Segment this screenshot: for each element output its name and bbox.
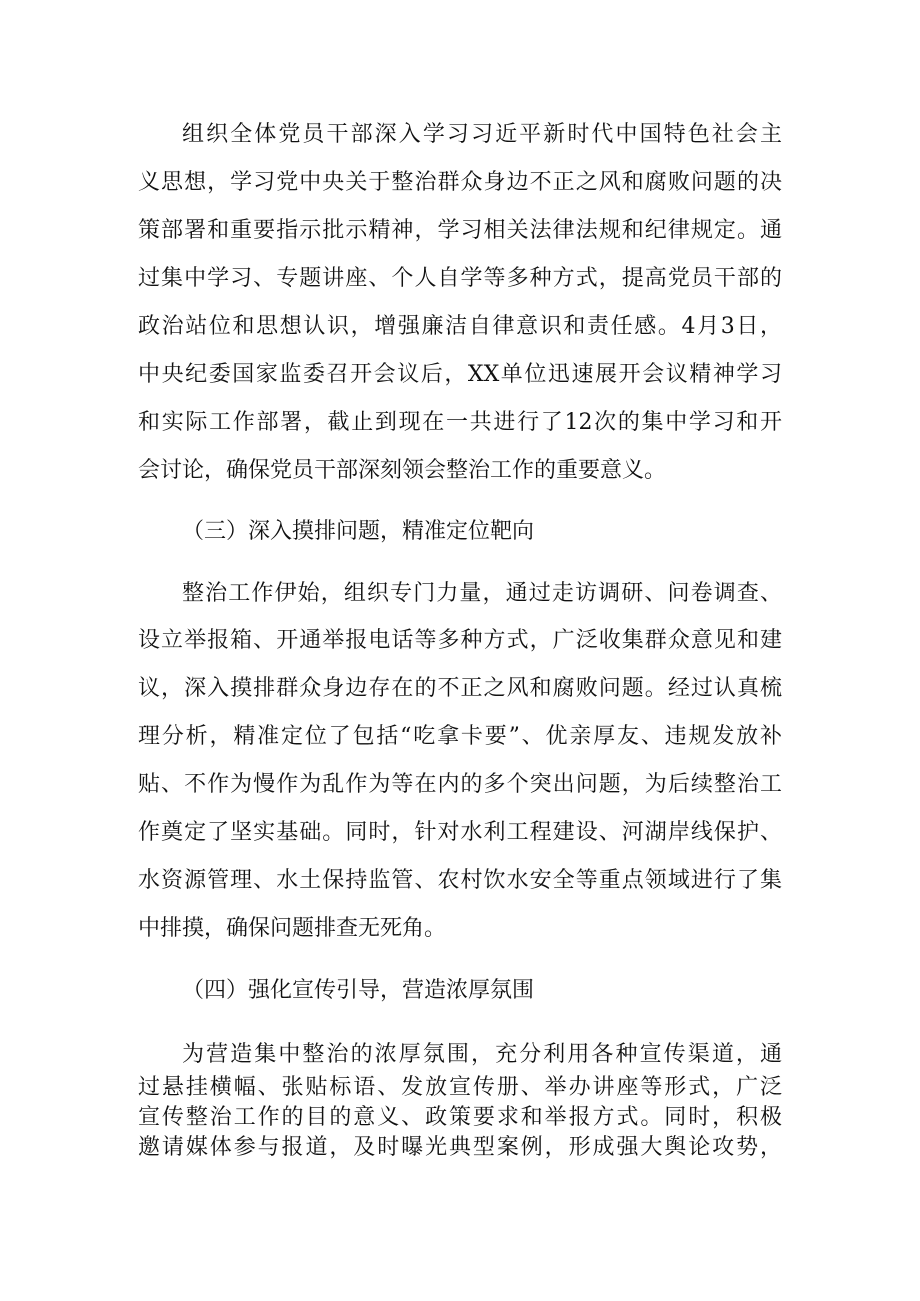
paragraph-2-line-4: 理分析，精准定位了包括“吃拿卡要”、优亲厚友、违规发放补 (138, 724, 782, 749)
paragraph-2-line-2: 设立举报箱、开通举报电话等多种方式，广泛收集群众意见和建 (138, 628, 782, 653)
paragraph-2-line-5: 贴、不作为慢作为乱作为等在内的多个突出问题，为后续整治工 (138, 772, 782, 797)
paragraph-2-line-8: 中排摸，确保问题排查无死角。 (138, 916, 447, 941)
paragraph-1-line-8: 会讨论，确保党员干部深刻领会整治工作的重要意义。 (138, 458, 667, 483)
paragraph-2-line-7: 水资源管理、水土保持监管、农村饮水安全等重点领域进行了集 (138, 868, 782, 893)
paragraph-1-line-4: 过集中学习、专题讲座、个人自学等多种方式，提高党员干部的 (138, 266, 782, 291)
section-heading-3: （三）深入摸排问题，精准定位靶向 (182, 519, 535, 544)
paragraph-2-line-6: 作奠定了坚实基础。同时，针对水利工程建设、河湖岸线保护、 (138, 820, 782, 845)
paragraph-3-line-2: 过悬挂横幅、张贴标语、发放宣传册、举办讲座等形式，广泛 (138, 1075, 782, 1100)
section-heading-4: （四）强化宣传引导，营造浓厚氛围 (182, 978, 535, 1003)
paragraph-1-line-1: 组织全体党员干部深入学习习近平新时代中国特色社会主 (182, 122, 782, 147)
paragraph-1-line-2: 义思想，学习党中央关于整治群众身边不正之风和腐败问题的决 (138, 170, 782, 195)
paragraph-3-line-3: 宣传整治工作的目的意义、政策要求和举报方式。同时，积极 (138, 1105, 782, 1130)
paragraph-3-line-1: 为营造集中整治的浓厚氛围，充分利用各种宣传渠道，通 (182, 1042, 782, 1067)
paragraph-1-line-7: 和实际工作部署，截止到现在一共进行了12次的集中学习和开 (138, 410, 782, 435)
paragraph-1-line-6: 中央纪委国家监委召开会议后，XX单位迅速展开会议精神学习 (138, 362, 782, 387)
paragraph-2-line-3: 议，深入摸排群众身边存在的不正之风和腐败问题。经过认真梳 (138, 676, 782, 701)
paragraph-3-line-4: 邀请媒体参与报道，及时曝光典型案例，形成强大舆论攻势， (138, 1135, 782, 1160)
paragraph-1-line-5: 政治站位和思想认识，增强廉洁自律意识和责任感。4月3日， (138, 314, 782, 339)
paragraph-1-line-3: 策部署和重要指示批示精神，学习相关法律法规和纪律规定。通 (138, 218, 782, 243)
paragraph-2-line-1: 整治工作伊始，组织专门力量，通过走访调研、问卷调查、 (182, 581, 782, 606)
